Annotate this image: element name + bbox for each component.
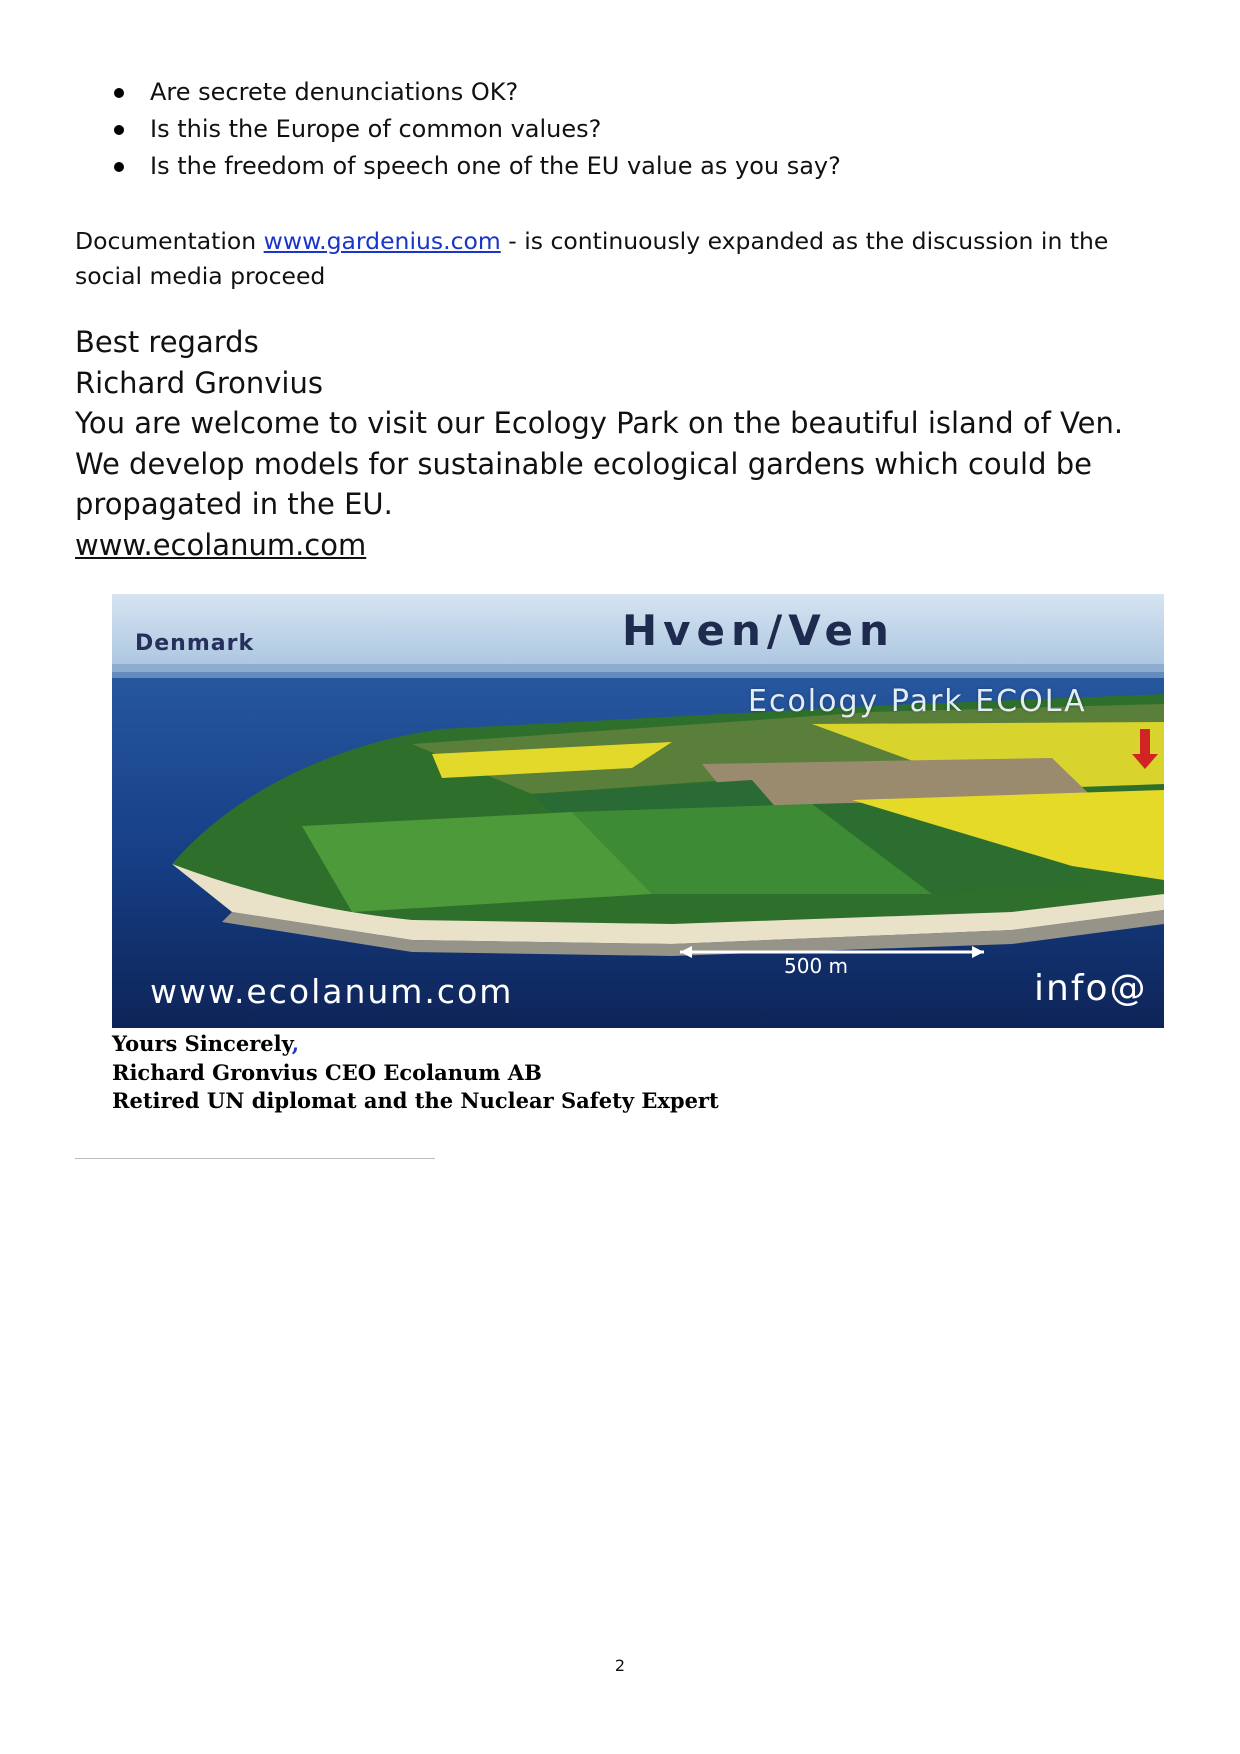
island-title: Hven/Ven [622, 606, 895, 655]
closing-text: Yours Sincerely [112, 1031, 292, 1056]
question-text: Is this the Europe of common values? [150, 115, 602, 143]
greeting: Best regards [75, 325, 259, 359]
list-item [110, 148, 841, 185]
question-list [110, 74, 841, 185]
signature-title: Richard Gronvius CEO Ecolanum AB [112, 1059, 542, 1085]
list-item [110, 74, 841, 111]
photo-url-label: www.ecolanum.com [150, 972, 514, 1011]
question-text: Are secrete denunciations OK? [150, 78, 519, 106]
bullet-icon [114, 88, 124, 98]
signature-block [112, 1030, 719, 1116]
bullet-icon [114, 162, 124, 172]
documentation-paragraph [75, 224, 1155, 294]
mission-line: We develop models for sustainable ecological gardens which could be [75, 446, 1092, 481]
photo-info-label: info@ [1034, 968, 1148, 1009]
question-text: Is the freedom of speech one of the EU value as you say? [150, 152, 841, 180]
footnote-divider [75, 1158, 435, 1159]
mission-line-end: propagated in the EU. [75, 487, 393, 521]
list-item [110, 111, 841, 148]
regards-block [75, 322, 1175, 565]
sender-name: Richard Gronvius [75, 365, 323, 400]
scale-label: 500 m [784, 954, 849, 978]
signature-role: Retired UN diplomat and the Nuclear Safety Expert [112, 1088, 719, 1113]
closing-comma: , [291, 1031, 300, 1056]
bullet-icon [114, 125, 124, 135]
country-label: Denmark [135, 631, 255, 656]
park-label: Ecology Park ECOLA [748, 684, 1087, 719]
island-aerial-photo [112, 594, 1164, 1028]
island-photo-graphic [112, 594, 1164, 1028]
invitation-line: You are welcome to visit our Ecology Park on the beautiful island of Ven. [75, 406, 1124, 440]
ecolanum-link[interactable]: www.ecolanum.com [75, 527, 367, 562]
documentation-prefix: Documentation [75, 227, 264, 255]
closing-line [112, 1030, 719, 1059]
gardenius-link[interactable]: www.gardenius.com [263, 227, 501, 255]
page-number: 2 [614, 1656, 626, 1675]
documentation-suffix: - is continuously expanded as the discussion in the social media proceed [75, 227, 1109, 290]
